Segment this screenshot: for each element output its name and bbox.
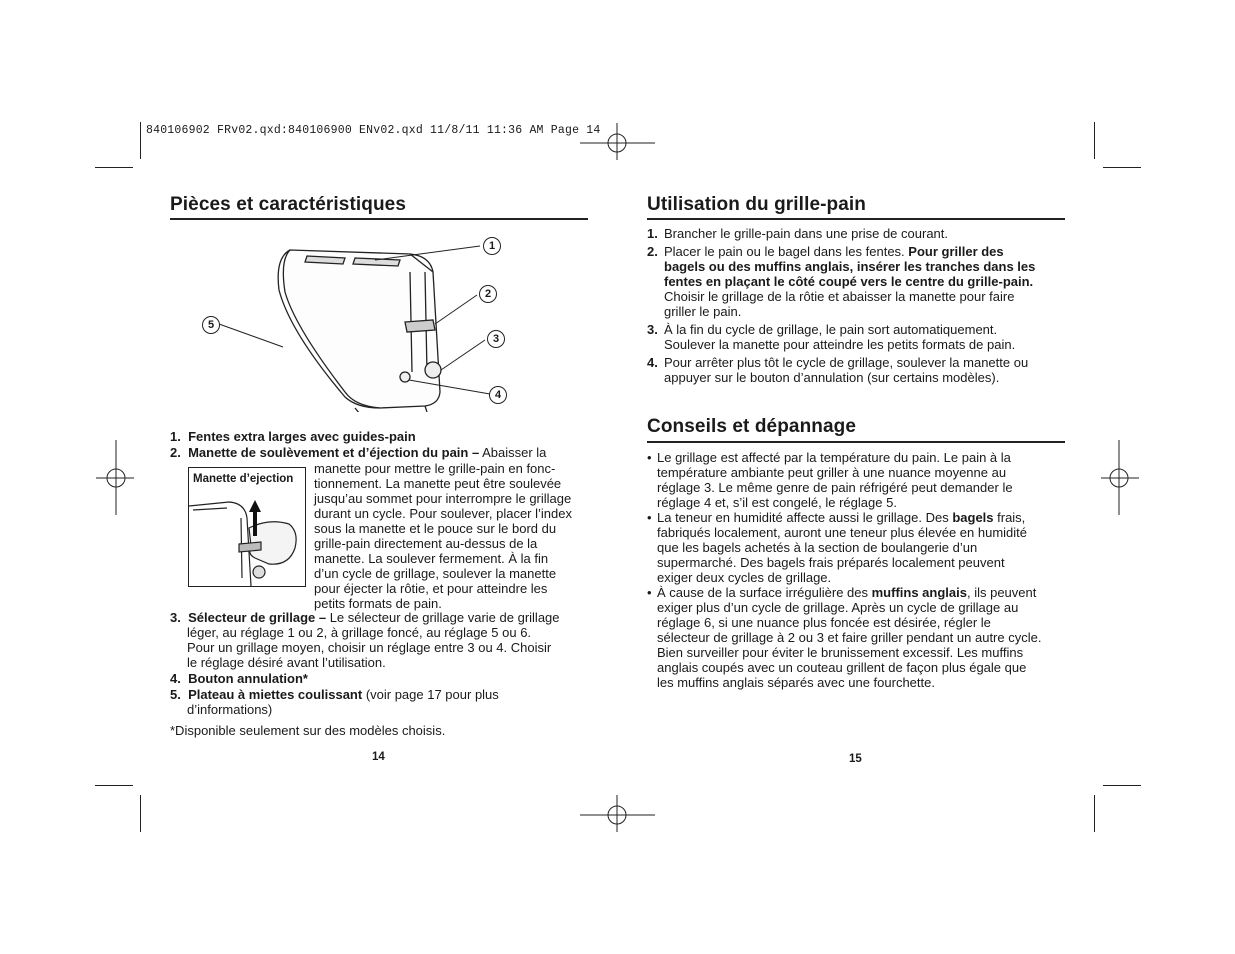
callout-2: 2	[479, 285, 497, 303]
callout-1: 1	[483, 237, 501, 255]
callout-5: 5	[202, 316, 220, 334]
usage-title-rule	[647, 218, 1065, 220]
usage-step-1: 1. Brancher le grille-pain dans une prise de courant.	[647, 226, 949, 241]
usage-section-title: Utilisation du grille-pain	[647, 194, 866, 215]
footnote: *Disponible seulement sur des modèles choisis.	[170, 723, 446, 738]
toaster-illustration	[195, 232, 515, 412]
parts-item-5: 5. Plateau à miettes coulissant (voir page 17 pour plus d’informations)	[170, 687, 499, 717]
usage-step-4: 4. Pour arrêter plus tôt le cycle de grillage, soulever la manette ou appuyer sur le bouton d’annulation (sur certains modèles).	[647, 355, 1029, 385]
tip-1: • Le grillage est affecté par la température du pain. Le pain à la température ambiante peut griller à une nuance moyenne au réglage 3. Le même genre de pain réfrigéré peut demander le réglage 4 et, s’il est congelé, le réglage 5.	[647, 450, 1013, 510]
usage-steps	[647, 226, 1077, 385]
parts-item-3: 3. Sélecteur de grillage – Le sélecteur de grillage varie de grillage léger, au réglage 1 ou 2, à grillage foncé, au réglage 5 ou 6. Pour un grillage moyen, choisir un réglage entre 3 ou 4. Choisir le réglage désiré avant l’utilisation.	[170, 610, 560, 670]
tips-list	[647, 450, 1077, 690]
callout-4: 4	[489, 386, 507, 404]
callout-3: 3	[487, 330, 505, 348]
page-number-right: 15	[849, 753, 862, 765]
parts-item-1: 1. Fentes extra larges avec guides-pain	[170, 429, 416, 444]
file-slug: 840106902 FRv02.qxd:840106900 ENv02.qxd 11/8/11 11:36 AM Page 14	[146, 124, 601, 137]
parts-item-2-description: manette pour mettre le grille-pain en fonc- tionnement. La manette peut être soulevée jusqu’au sommet pour interrompre le grillage durant un cycle. Pour soulever, placer l’index sous la manette et le pouce sur le bord du grille-pain directement au-dessus de la manette. La soulever fermement. À la fin d’un cycle de grillage, soulever la manette pour éjecter la rôtie, et pour atteindre les petits formats de pain.	[314, 461, 572, 611]
lever-inset-image	[188, 467, 306, 587]
tips-section-title: Conseils et dépannage	[647, 416, 857, 437]
page-number-left: 14	[372, 751, 385, 763]
left-title-rule	[170, 218, 588, 220]
inset-label: Manette d’ejection	[193, 473, 294, 485]
parts-item-4: 4. Bouton annulation*	[170, 671, 308, 686]
bullet: •	[647, 585, 652, 600]
tip-3: • À cause de la surface irrégulière des muffins anglais, ils peuvent exiger plus d’un cycle de grillage. Après un cycle de grillage au réglage 6, si une nuance plus foncée est désirée, régler le sélecteur de grillage à 2 ou 3 et faire griller pendant un autre cycle. Bien surveiller pour éviter le brunissement excessif. Les muffins anglais coupés avec un couteau grillent de façon plus égale que les muffins anglais séparés avec une fourchette.	[647, 585, 1042, 690]
bullet: •	[647, 450, 652, 465]
parts-item-2: 2. Manette de soulèvement et d’éjection du pain – Abaisser la	[170, 445, 547, 460]
tip-2: • La teneur en humidité affecte aussi le grillage. Des bagels frais, fabriqués localement, auront une teneur plus élevée en humidité que les bagels achetés à la section de boulangerie d’un supermarché. Des bagels frais préparés localement peuvent exiger deux cycles de grillage.	[647, 510, 1028, 585]
left-section-title: Pièces et caractéristiques	[170, 194, 407, 215]
usage-step-2: 2. Placer le pain ou le bagel dans les fentes. Pour griller des bagels ou des muffins anglais, insérer les tranches dans les fentes en plaçant le côté coupé vers le centre du grille-pain. Choisir le grillage de la rôtie et abaisser la manette pour faire griller le pain.	[647, 244, 1036, 319]
usage-step-3: 3. À la fin du cycle de grillage, le pain sort automatiquement. Soulever la manette pour atteindre les petits formats de pain.	[647, 322, 1016, 352]
hand-lever-drawing	[189, 488, 305, 586]
tips-title-rule	[647, 441, 1065, 443]
bullet: •	[647, 510, 652, 525]
